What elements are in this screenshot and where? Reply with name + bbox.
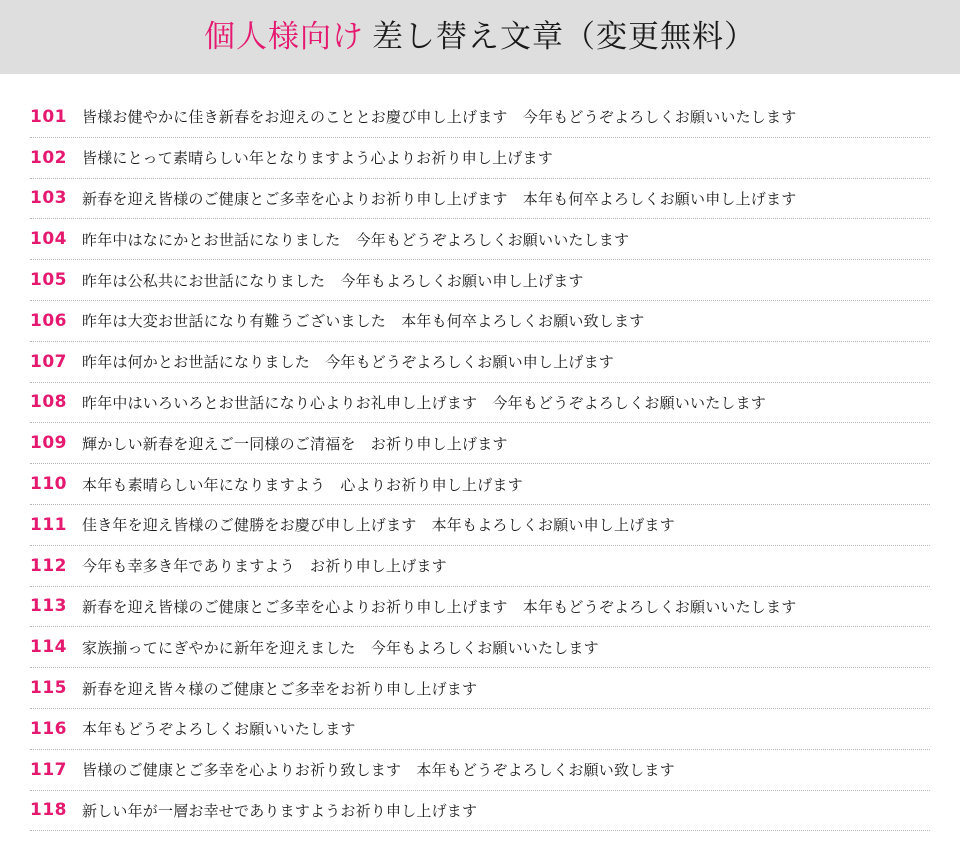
title-rest: 差し替え文章（変更無料） [372,18,756,55]
item-text: 新しい年が一層お幸せでありますようお祈り申し上げます [82,801,478,820]
list-item [30,791,930,832]
item-text: 昨年中はなにかとお世話になりました 今年もどうぞよろしくお願いいたします [82,230,630,249]
item-number: 110 [30,474,67,495]
list-item [30,546,930,587]
list-item [30,423,930,464]
item-number: 109 [30,433,67,454]
item-text: 家族揃ってにぎやかに新年を迎えました 今年もよろしくお願いいたします [82,638,599,657]
list-item [30,138,930,179]
list-item [30,668,930,709]
item-number: 116 [30,718,67,739]
item-text: 新春を迎え皆様のご健康とご多幸を心よりお祈り申し上げます 本年も何卒よろしくお願い申し上げます [82,189,797,208]
item-number: 112 [30,555,67,576]
item-number: 117 [30,759,67,780]
item-number: 114 [30,637,67,658]
item-number: 103 [30,188,67,209]
item-number: 101 [30,106,67,127]
item-text: 本年も素晴らしい年になりますよう 心よりお祈り申し上げます [82,475,523,494]
item-number: 104 [30,229,67,250]
item-number: 106 [30,310,67,331]
list-item [30,587,930,628]
item-text: 昨年は公私共にお世話になりました 今年もよろしくお願い申し上げます [82,271,584,290]
title-accent: 個人様向け [204,18,364,55]
list-item [30,260,930,301]
item-text: 皆様にとって素晴らしい年となりますよう心よりお祈り申し上げます [82,149,553,168]
item-text: 新春を迎え皆様のご健康とご多幸を心よりお祈り申し上げます 本年もどうぞよろしくお願いいたします [82,597,797,616]
item-number: 107 [30,351,67,372]
list-item [30,179,930,220]
item-number: 102 [30,147,67,168]
item-number: 118 [30,800,67,821]
item-number: 111 [30,514,67,535]
list-item [30,709,930,750]
item-text: 本年もどうぞよろしくお願いいたします [82,720,356,739]
list-item [30,750,930,791]
item-text: 佳き年を迎え皆様のご健勝をお慶び申し上げます 本年もよろしくお願い申し上げます [82,516,675,535]
message-list [30,97,930,831]
item-text: 昨年中はいろいろとお世話になり心よりお礼申し上げます 今年もどうぞよろしくお願いいたします [82,393,767,412]
item-number: 113 [30,596,67,617]
item-text: 新春を迎え皆々様のご健康とご多幸をお祈り申し上げます [82,679,478,698]
item-number: 115 [30,678,67,699]
list-item [30,301,930,342]
item-text: 皆様のご健康とご多幸を心よりお祈り致します 本年もどうぞよろしくお願い致します [82,761,675,780]
list-item [30,219,930,260]
item-text: 昨年は大変お世話になり有難うございました 本年も何卒よろしくお願い致します [82,312,645,331]
list-item [30,97,930,138]
item-text: 今年も幸多き年でありますよう お祈り申し上げます [82,557,447,576]
list-item [30,627,930,668]
page-header [0,0,960,74]
item-text: 輝かしい新春を迎えご一同様のご清福を お祈り申し上げます [82,434,508,453]
item-number: 108 [30,392,67,413]
list-item [30,464,930,505]
item-text: 皆様お健やかに佳き新春をお迎えのこととお慶び申し上げます 今年もどうぞよろしくお願いいたします [82,108,797,127]
item-text: 昨年は何かとお世話になりました 今年もどうぞよろしくお願い申し上げます [82,353,615,372]
list-item [30,505,930,546]
list-item [30,342,930,383]
item-number: 105 [30,270,67,291]
page-title [204,18,756,55]
list-item [30,383,930,424]
